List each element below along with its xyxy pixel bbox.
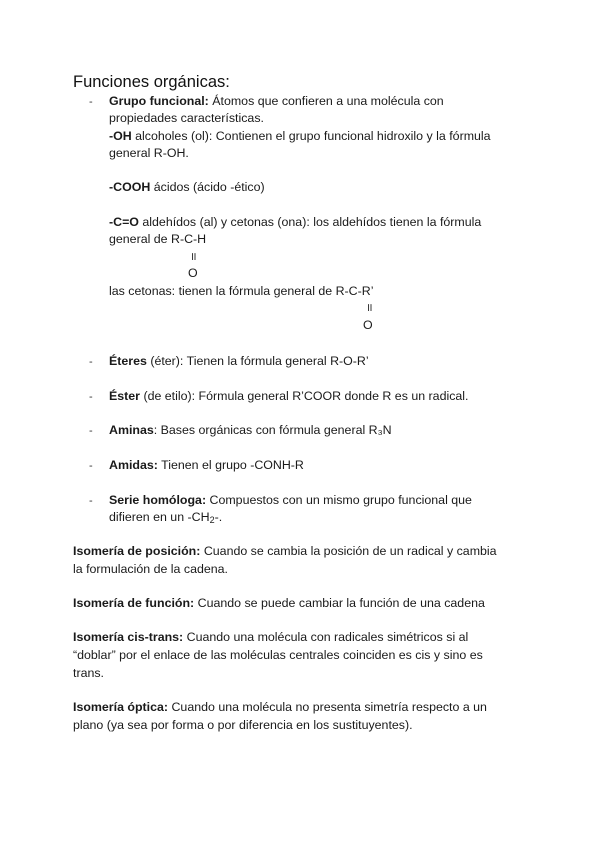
aldehido-double-bond: ॥ <box>190 251 197 263</box>
bullet: - <box>89 96 93 108</box>
co-line-2: general de R-C-H <box>109 232 207 246</box>
grupo-funcional-label: Grupo funcional: <box>109 94 209 108</box>
bullet: - <box>89 425 93 437</box>
page-title: Funciones orgánicas: <box>73 73 230 91</box>
oh-line-1 <box>109 128 491 145</box>
isomeria-cistrans-text: Cuando una molécula con radicales simétricos si al <box>183 630 469 644</box>
co-text: aldehídos (al) y cetonas (ona): los aldehídos tienen la fórmula <box>138 215 482 229</box>
aminas-tail: N <box>382 423 392 437</box>
bullet: - <box>89 391 93 403</box>
amidas-text: Tienen el grupo -CONH-R <box>157 458 304 472</box>
isomeria-funcion-text: Cuando se puede cambiar la función de una cadena <box>194 596 485 610</box>
serie-text-3: -. <box>214 510 223 524</box>
isomeria-cistrans-line-1 <box>73 629 468 646</box>
cooh-line <box>109 179 265 196</box>
isomeria-posicion-line-1 <box>73 543 497 560</box>
oh-label: -OH <box>109 129 132 143</box>
serie-line-2 <box>109 509 222 529</box>
cetona-oxygen: O <box>363 318 373 332</box>
aminas-label: Aminas <box>109 423 154 437</box>
grupo-funcional-text: Átomos que confieren a una molécula con <box>208 94 444 108</box>
isomeria-funcion-label: Isomería de función: <box>73 596 195 610</box>
isomeria-optica-line-2: plano (ya sea por forma o por diferencia en los sustituyentes). <box>73 718 413 732</box>
isomeria-cistrans-line-2: “doblar” por el enlace de las moléculas centrales coinciden es cis y sino es <box>73 648 483 662</box>
serie-subscript: 2 <box>209 515 215 525</box>
isomeria-optica-label: Isomería óptica: <box>73 700 169 714</box>
oh-line-2: general R-OH. <box>109 146 189 160</box>
ester-label: Éster <box>109 389 140 403</box>
ester-line <box>109 388 469 405</box>
cetonas-line: las cetonas: tienen la fórmula general de R-C-R’ <box>109 284 374 298</box>
eteres-line <box>109 353 369 370</box>
grupo-funcional-line-2: propiedades características. <box>109 111 264 125</box>
isomeria-funcion-line <box>73 595 485 612</box>
cooh-label: -COOH <box>109 180 151 194</box>
isomeria-cistrans-line-3: trans. <box>73 666 104 680</box>
isomeria-optica-text: Cuando una molécula no presenta simetría respecto a un <box>168 700 487 714</box>
aminas-text: : Bases orgánicas con fórmula general R <box>153 423 378 437</box>
eteres-label: Éteres <box>109 354 147 368</box>
cetona-double-bond: ॥ <box>366 302 373 314</box>
co-label: -C=O <box>109 215 139 229</box>
isomeria-posicion-text: Cuando se cambia la posición de un radical y cambia <box>200 544 497 558</box>
oh-text: alcoholes (ol): Contienen el grupo funcional hidroxilo y la fórmula <box>131 129 491 143</box>
ester-text: (de etilo): Fórmula general R’COOR donde R es un radical. <box>140 389 469 403</box>
cooh-text: ácidos (ácido -ético) <box>150 180 265 194</box>
serie-text-2: difieren en un -CH <box>109 510 210 524</box>
bullet: - <box>89 356 93 368</box>
serie-label: Serie homóloga: <box>109 493 207 507</box>
eteres-text: (éter): Tienen la fórmula general R-O-R’ <box>146 354 369 368</box>
bullet: - <box>89 495 93 507</box>
aminas-subscript: ₃ <box>377 423 383 437</box>
bullet: - <box>89 460 93 472</box>
isomeria-posicion-label: Isomería de posición: <box>73 544 201 558</box>
amidas-label: Amidas: <box>109 458 158 472</box>
isomeria-posicion-line-2: la formulación de la cadena. <box>73 562 228 576</box>
aldehido-oxygen: O <box>188 266 198 280</box>
aminas-line <box>109 422 392 439</box>
serie-line-1 <box>109 492 472 509</box>
amidas-line <box>109 457 304 474</box>
co-line-1 <box>109 214 481 231</box>
serie-text: Compuestos con un mismo grupo funcional que <box>206 493 472 507</box>
isomeria-optica-line-1 <box>73 699 487 716</box>
grupo-funcional-line-1 <box>109 93 444 110</box>
isomeria-cistrans-label: Isomería cis-trans: <box>73 630 184 644</box>
